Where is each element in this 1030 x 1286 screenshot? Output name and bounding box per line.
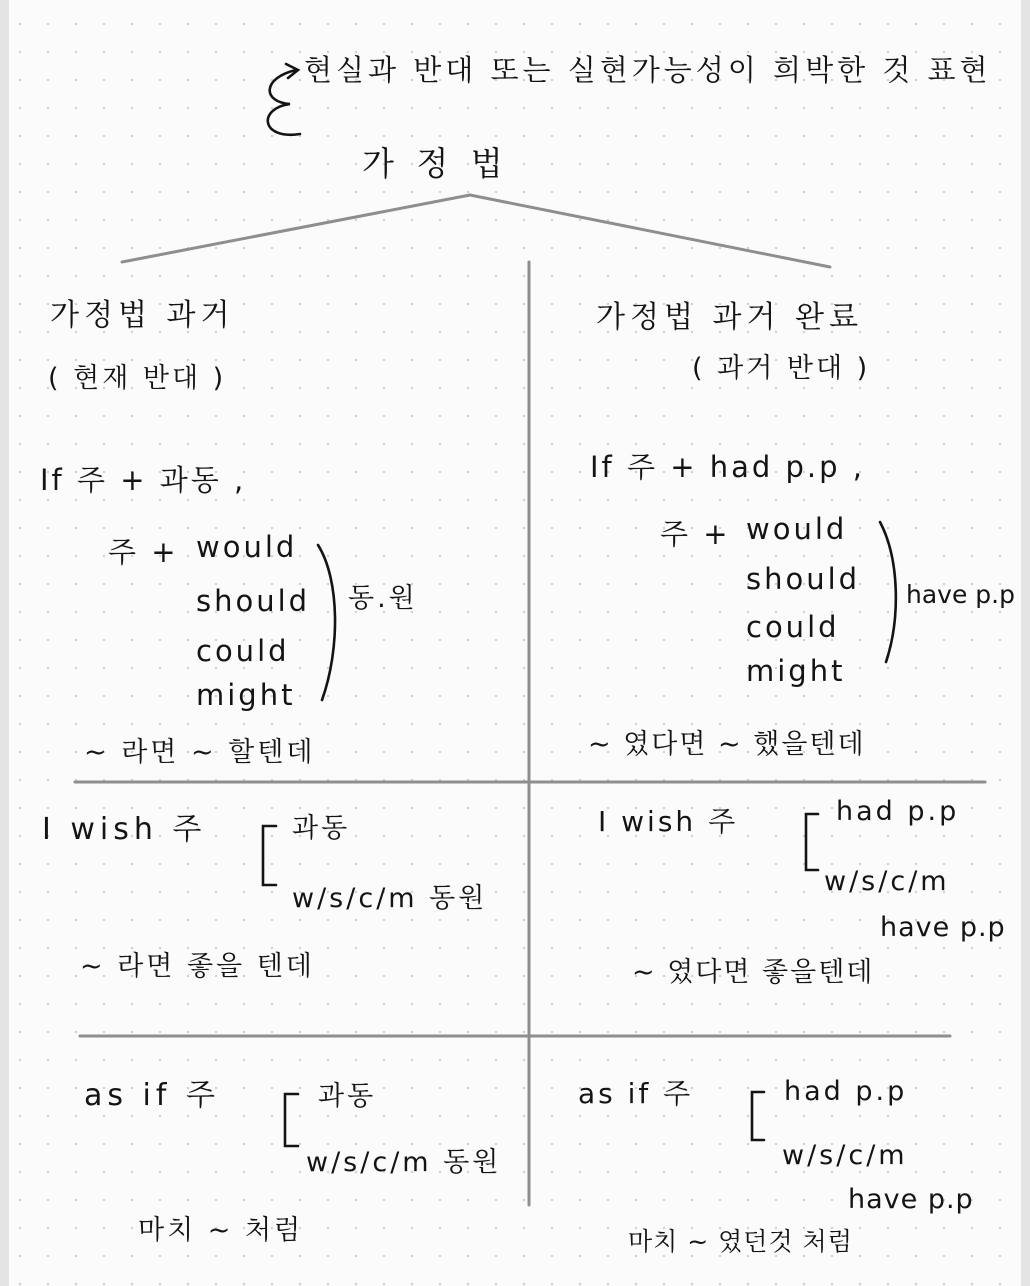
right-asif-meaning: 마치 ~ 였던것 처럼 (628, 1227, 853, 1256)
right-asif-prefix: as if 주 (578, 1077, 694, 1110)
right-modal-would: would (746, 512, 848, 546)
right-wish-meaning: ~ 였다면 좋을텐데 (632, 957, 875, 988)
diagram-title: 가 정 법 (362, 144, 509, 183)
right-asif-extra: have p.p (848, 1184, 974, 1215)
right-wish-bracket (806, 814, 818, 870)
right-modal-should: should (746, 562, 861, 596)
right-wish-option-2: w/s/c/m (824, 866, 950, 897)
left-wish-option-1: 과동 (292, 813, 351, 844)
right-if-clause: If 주 + had p.p , (590, 450, 865, 484)
left-modal-note: 동.원 (348, 583, 418, 614)
left-wish-prefix: I wish 주 (42, 812, 207, 847)
right-modal-could: could (746, 610, 840, 644)
right-subheading: ( 과거 반대 ) (692, 353, 871, 384)
left-modal-might: might (196, 678, 296, 712)
right-heading: 가정법 과거 완료 (596, 300, 863, 335)
left-if-meaning: ~ 라면 ~ 할텐데 (84, 737, 316, 768)
left-modal-could: could (196, 634, 290, 668)
definition-arrow (268, 70, 300, 135)
right-main-prefix: 주 + (660, 517, 731, 551)
right-wish-prefix: I wish 주 (598, 805, 739, 838)
right-wish-option-1: had p.p (836, 796, 960, 827)
left-if-clause: If 주 + 과동 , (40, 463, 247, 497)
definition-text: 현실과 반대 또는 실현가능성이 희박한 것 표현 (304, 53, 992, 87)
tree-line-right (470, 195, 830, 267)
right-modal-note: have p.p (906, 580, 1015, 609)
right-asif-option-1: had p.p (784, 1076, 908, 1107)
left-asif-meaning: 마치 ~ 처럼 (138, 1215, 304, 1246)
left-asif-bracket (285, 1094, 298, 1146)
right-modal-bracket (880, 522, 896, 662)
left-modal-should: should (196, 584, 311, 618)
left-asif-option-1: 과동 (318, 1081, 377, 1112)
left-subheading: ( 현재 반대 ) (48, 363, 227, 394)
left-wish-option-2: w/s/c/m 동원 (292, 883, 488, 914)
left-modal-bracket (318, 545, 335, 700)
tree-line-left (122, 195, 470, 262)
right-if-meaning: ~ 였다면 ~ 했을텐데 (588, 729, 866, 760)
right-modal-might: might (746, 654, 846, 688)
left-modal-would: would (196, 530, 298, 564)
left-wish-meaning: ~ 라면 좋을 텐데 (80, 951, 315, 982)
left-asif-prefix: as if 주 (84, 1078, 220, 1113)
left-main-prefix: 주 + (108, 535, 179, 569)
right-asif-bracket (752, 1092, 764, 1140)
right-asif-option-2: w/s/c/m (782, 1140, 908, 1171)
left-wish-bracket (263, 826, 276, 885)
right-wish-extra: have p.p (880, 912, 1006, 943)
left-heading: 가정법 과거 (50, 298, 235, 333)
left-asif-option-2: w/s/c/m 동원 (306, 1147, 502, 1178)
